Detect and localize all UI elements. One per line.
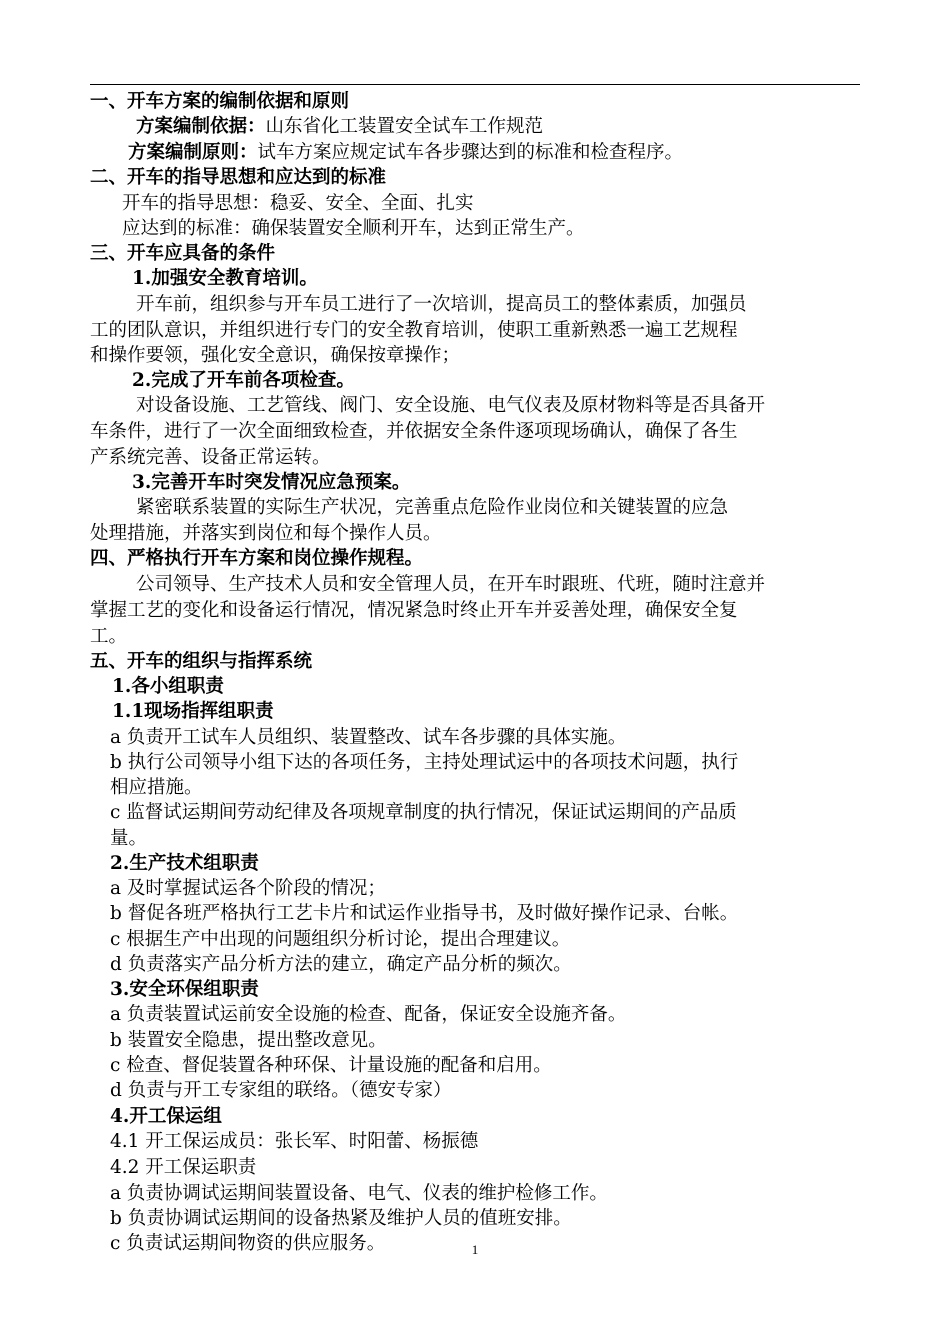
text-segment: 工。 xyxy=(90,626,128,647)
text-line xyxy=(136,496,728,520)
text-segment: d 负责与开工专家组的联络。（德安专家） xyxy=(110,1080,452,1101)
text-segment: 开车的指导思想：稳妥、安全、全面、扎实 xyxy=(122,193,474,214)
text-line xyxy=(90,446,331,470)
text-line xyxy=(90,242,275,266)
bold-text: 五、开车的组织与指挥系统 xyxy=(90,651,313,672)
header-rule xyxy=(90,84,860,85)
text-line xyxy=(110,1079,451,1103)
text-line xyxy=(136,573,765,597)
bold-text: 二、开车的指导思想和应达到的标准 xyxy=(90,167,387,188)
text-segment: d 负责落实产品分析方法的建立，确定产品分析的频次。 xyxy=(110,954,572,975)
text-line xyxy=(110,928,570,952)
bold-text: 三、开车应具备的条件 xyxy=(90,243,276,264)
text-line xyxy=(110,1054,552,1078)
bold-text: 1.加强安全教育培训。 xyxy=(132,268,318,289)
text-segment: 4.2 开工保运职责 xyxy=(110,1157,257,1178)
text-line xyxy=(132,267,318,291)
text-line xyxy=(110,1029,387,1053)
text-line xyxy=(112,675,224,699)
text-segment: b 负责协调试运期间的设备热紧及维护人员的值班安排。 xyxy=(110,1208,572,1229)
text-segment: 公司领导、生产技术人员和安全管理人员，在开车时跟班、代班，随时注意并 xyxy=(136,574,766,595)
bold-text: 1.1现场指挥组职责 xyxy=(112,701,274,722)
text-line xyxy=(132,369,355,393)
text-segment: a 及时掌握试运各个阶段的情况； xyxy=(110,878,386,899)
text-segment: 对设备设施、工艺管线、阀门、安全设施、电气仪表及原材物料等是否具备开 xyxy=(136,395,766,416)
text-line xyxy=(110,902,738,926)
text-line xyxy=(110,1207,572,1231)
text-line xyxy=(110,852,259,876)
bold-text: 4.开工保运组 xyxy=(110,1106,222,1127)
text-line xyxy=(90,319,738,343)
text-line xyxy=(110,776,203,800)
bold-text: 四、严格执行开车方案和岗位操作规程。 xyxy=(90,548,424,569)
bold-text: 方案编制依据： xyxy=(136,116,266,137)
text-line xyxy=(122,192,474,216)
text-line xyxy=(112,700,274,724)
text-segment: b 执行公司领导小组下达的各项任务，主持处理试运中的各项技术问题，执行 xyxy=(110,752,739,773)
text-line xyxy=(110,726,626,750)
text-segment: 开车前，组织参与开车员工进行了一次培训，提高员工的整体素质，加强员 xyxy=(136,294,747,315)
text-segment: 相应措施。 xyxy=(110,777,203,798)
text-line xyxy=(110,751,738,775)
text-line xyxy=(110,827,147,851)
text-line xyxy=(110,978,259,1002)
text-segment: c 监督试运期间劳动纪律及各项规章制度的执行情况，保证试运期间的产品质 xyxy=(110,802,737,823)
text-segment: 4.1 开工保运成员：张长军、时阳蕾、杨振德 xyxy=(110,1131,479,1152)
text-line xyxy=(90,344,460,368)
text-segment: 车条件，进行了一次全面细致检查，并依据安全条件逐项现场确认，确保了各生 xyxy=(90,421,738,442)
text-segment: a 负责协调试运期间装置设备、电气、仪表的维护检修工作。 xyxy=(110,1183,608,1204)
text-segment: 紧密联系装置的实际生产状况，完善重点危险作业岗位和关键装置的应急 xyxy=(136,497,729,518)
text-line xyxy=(110,877,386,901)
text-segment: 量。 xyxy=(110,828,148,849)
bold-text: 一、开车方案的编制依据和原则 xyxy=(90,91,350,112)
text-line xyxy=(90,166,386,190)
text-segment: 产系统完善、设备正常运转。 xyxy=(90,447,331,468)
bold-text: 3.完善开车时突发情况应急预案。 xyxy=(132,472,411,493)
text-segment: a 负责装置试运前安全设施的检查、配备，保证安全设施齐备。 xyxy=(110,1004,627,1025)
page-number: 1 xyxy=(471,1242,479,1257)
text-segment: c 负责试运期间物资的供应服务。 xyxy=(110,1233,386,1254)
text-line xyxy=(110,1130,478,1154)
bold-text: 2.生产技术组职责 xyxy=(110,853,259,874)
text-line xyxy=(110,801,737,825)
bold-text: 3.安全环保组职责 xyxy=(110,979,259,1000)
text-segment: b 督促各班严格执行工艺卡片和试运作业指导书，及时做好操作记录、台帐。 xyxy=(110,903,739,924)
text-segment: 和操作要领，强化安全意识，确保按章操作； xyxy=(90,345,461,366)
text-line xyxy=(90,650,312,674)
text-line xyxy=(136,293,747,317)
text-line xyxy=(90,599,738,623)
text-segment: 工的团队意识，并组织进行专门的安全教育培训，使职工重新熟悉一遍工艺规程 xyxy=(90,320,738,341)
bold-text: 方案编制原则： xyxy=(128,142,258,163)
text-segment: 试车方案应规定试车各步骤达到的标准和检查程序。 xyxy=(257,142,684,163)
text-segment: c 根据生产中出现的问题组织分析讨论，提出合理建议。 xyxy=(110,929,571,950)
text-line xyxy=(90,420,738,444)
text-line xyxy=(110,1105,222,1129)
text-segment: 掌握工艺的变化和设备运行情况，情况紧急时终止开车并妥善处理，确保安全复 xyxy=(90,600,738,621)
bold-text: 2.完成了开车前各项检查。 xyxy=(132,370,355,391)
text-segment: 处理措施，并落实到岗位和每个操作人员。 xyxy=(90,523,442,544)
text-line xyxy=(90,90,349,114)
text-line xyxy=(110,1182,608,1206)
text-segment: 山东省化工装置安全试车工作规范 xyxy=(265,116,544,137)
text-line xyxy=(90,625,127,649)
bold-text: 1.各小组职责 xyxy=(112,676,224,697)
text-line xyxy=(128,141,683,165)
text-line xyxy=(122,217,585,241)
text-line xyxy=(132,471,410,495)
text-line xyxy=(136,115,543,139)
text-segment: 应达到的标准：确保装置安全顺利开车，达到正常生产。 xyxy=(122,218,585,239)
text-line xyxy=(110,953,572,977)
text-segment: a 负责开工试车人员组织、装置整改、试车各步骤的具体实施。 xyxy=(110,727,627,748)
text-line xyxy=(90,522,442,546)
text-line xyxy=(90,547,423,571)
text-line xyxy=(136,394,765,418)
text-line xyxy=(110,1156,256,1180)
text-segment: c 检查、督促装置各种环保、计量设施的配备和启用。 xyxy=(110,1055,552,1076)
text-segment: b 装置安全隐患，提出整改意见。 xyxy=(110,1030,387,1051)
text-line xyxy=(110,1003,626,1027)
